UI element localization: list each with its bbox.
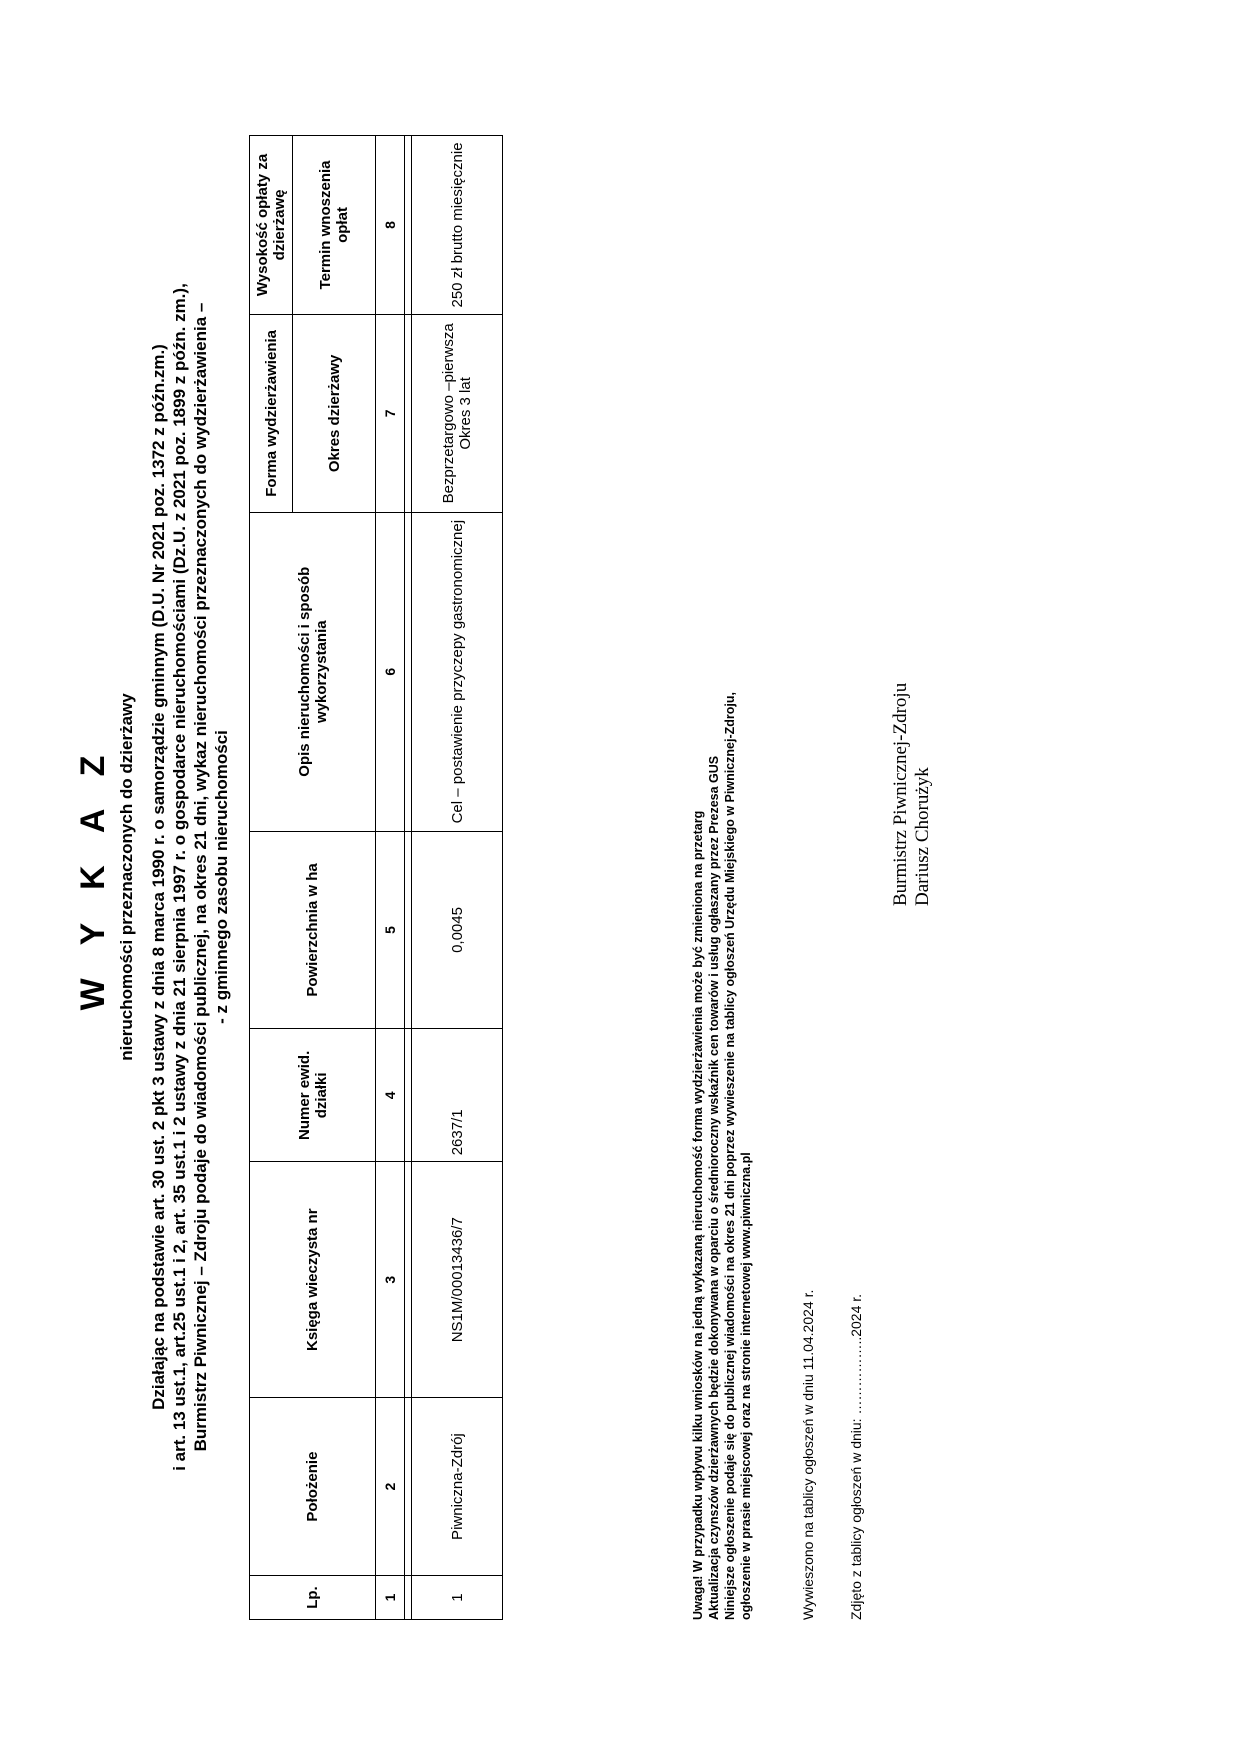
note-line: Uwaga! W przypadku wpływu kilku wniosków na jedną wykazaną nieruchomość forma wydzierżawienia może być zmieniona na przetarg <box>691 810 705 1620</box>
header-opis: Opis nieruchomości i sposób wykorzystania <box>250 512 376 831</box>
property-table <box>249 135 503 1620</box>
cell-numer: 2637/1 <box>412 1029 503 1162</box>
column-number: 6 <box>376 512 405 831</box>
cell-opis: Cel – postawienie przyczepy gastronomicznej <box>412 512 503 831</box>
legal-basis-line: Działając na podstawie art. 30 ust. 2 pkt 3 ustawy z dnia 8 marca 1990 r. o samorządzie gminnym (D.U. Nr 2021 poz. 1372 z późn.zm.) <box>149 344 168 1410</box>
column-number: 4 <box>376 1029 405 1162</box>
legal-basis <box>148 0 232 1754</box>
cell-forma: Bezprzetargowo –pierwsza <box>440 323 457 504</box>
note-line: ogłoszenie w prasie miejscowej oraz na stronie internetowej www.piwniczna.pl <box>739 1152 753 1620</box>
cell-okres: Okres 3 lat <box>457 377 474 450</box>
header-powierzchnia: Powierzchnia w ha <box>250 831 376 1029</box>
notes <box>690 692 754 1620</box>
cell-forma-okres <box>412 314 503 512</box>
removed-date: Zdjęto z tablicy ogłoszeń w dniu: ……………..2024 r. <box>848 1293 864 1620</box>
header-lp: Lp. <box>250 1576 376 1620</box>
header-polozenie: Położenie <box>250 1398 376 1576</box>
column-number: 8 <box>376 136 405 315</box>
cell-lp: 1 <box>412 1576 503 1620</box>
signature-name: Dariusz Chorużyk <box>912 767 933 906</box>
note-line: Aktualizacja czynszów dzierżawnych będzie dokonywana w oparciu o średnioroczny wskaźnik cen towarów i usług ogłaszany przez Prezesa GUS <box>707 755 721 1620</box>
header-termin: Termin wnoszenia opłat <box>293 136 376 315</box>
cell-ksiega: NS1M/00013436/7 <box>412 1162 503 1398</box>
column-number: 7 <box>376 314 405 512</box>
header-numer: Numer ewid. działki <box>250 1029 376 1162</box>
table-row <box>412 136 503 1620</box>
column-number: 2 <box>376 1398 405 1576</box>
header-forma: Forma wydzierżawienia <box>250 314 293 512</box>
header-okres: Okres dzierżawy <box>293 314 376 512</box>
header-wysokosc: Wysokość opłaty za dzierżawę <box>250 136 293 315</box>
legal-basis-line: i art. 13 ust.1, art.25 ust.1 i 2, art. 35 ust.1 i 2 ustawy z dnia 21 sierpnia 1997 r. o gospodarce nieruchomościami (Dz.U. z 2021 poz. 1899 z późn. zm.), <box>170 283 189 1471</box>
posted-date: Wywieszono na tablicy ogłoszeń w dniu 11.04.2024 r. <box>800 1289 816 1620</box>
cell-powierzchnia: 0,0045 <box>412 831 503 1029</box>
legal-basis-line: - z gminnego zasobu nieruchomości <box>212 730 231 1024</box>
cell-oplata: 250 zł brutto miesięcznie <box>412 136 503 315</box>
cell-polozenie: Piwniczna-Zdrój <box>412 1398 503 1576</box>
column-number: 5 <box>376 831 405 1029</box>
page-subtitle: nieruchomości przeznaczonych do dzierżawy <box>117 693 136 1061</box>
signature-title: Burmistrz Piwnicznej-Zdroju <box>890 682 911 906</box>
note-line: Niniejsze ogłoszenie podaje się do publicznej wiadomości na okres 21 dni poprzez wywieszenie na tablicy ogłoszeń Urzędu Miejskiego w Piwnicznej-Zdroju, <box>723 692 737 1620</box>
page-title: W Y K A Z <box>74 743 112 1011</box>
column-number: 1 <box>376 1576 405 1620</box>
header-ksiega: Księga wieczysta nr <box>250 1162 376 1398</box>
signature-block <box>890 683 934 906</box>
legal-basis-line: Burmistrz Piwnicznej – Zdroju podaje do wiadomości publicznej, na okres 21 dni, wykaz nieruchomości przeznaczonych do wydzierżawienia – <box>191 302 210 1452</box>
column-number: 3 <box>376 1162 405 1398</box>
